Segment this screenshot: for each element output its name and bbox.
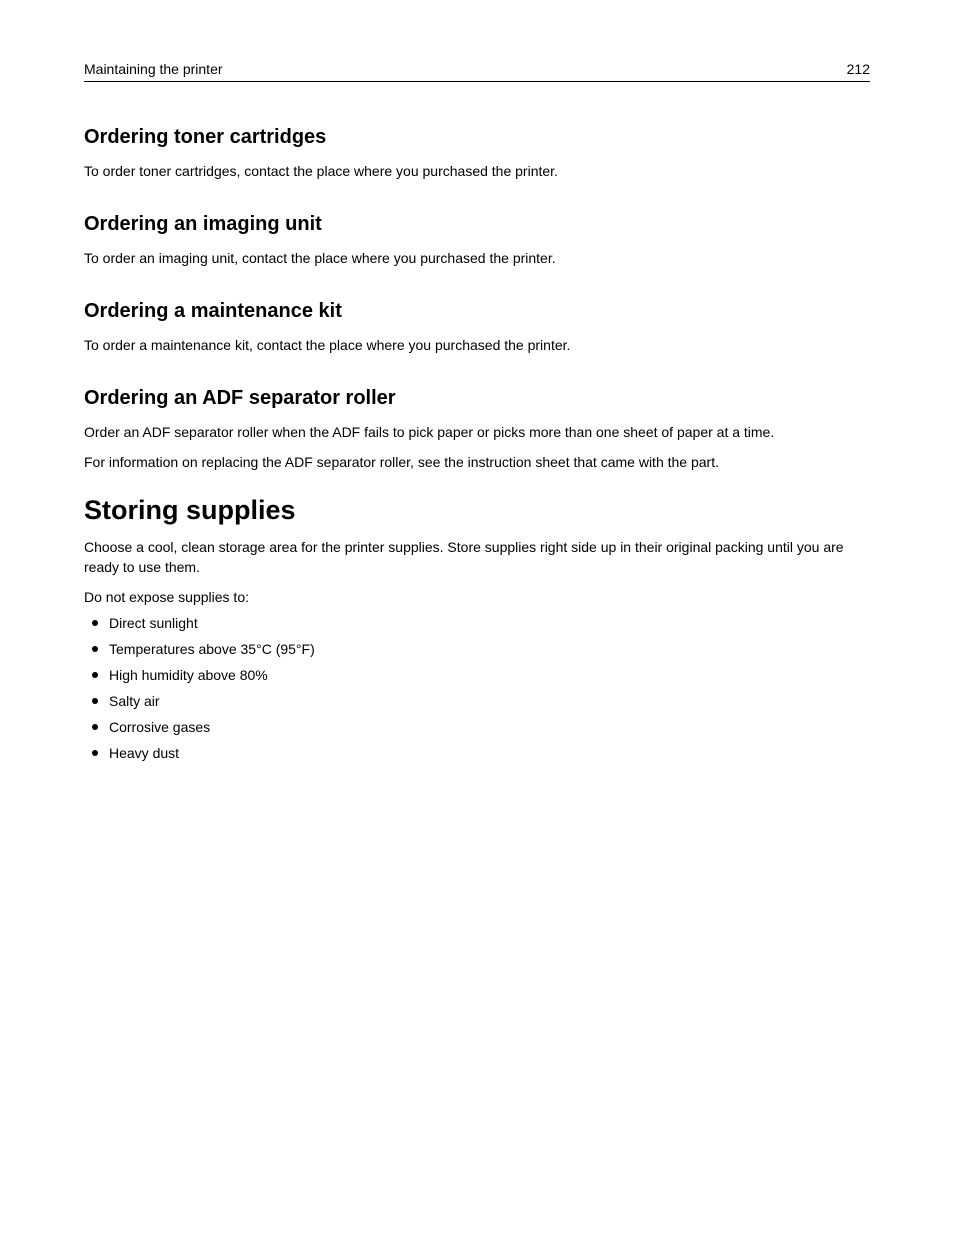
list-item — [84, 691, 870, 711]
page-content — [84, 124, 870, 769]
section-paragraph: For information on replacing the ADF separator roller, see the instruction sheet that came with the part. — [84, 454, 719, 470]
storing-title: Storing supplies — [84, 495, 296, 525]
bullet-icon — [92, 698, 98, 704]
list-item — [84, 717, 870, 737]
section-imaging-unit — [84, 211, 870, 268]
list-item-text: Direct sunlight — [109, 615, 198, 631]
section-paragraph: Order an ADF separator roller when the ADF fails to pick paper or picks more than one sheet of paper at a time. — [84, 424, 775, 440]
bullet-icon — [92, 750, 98, 756]
section-paragraph: To order an imaging unit, contact the place where you purchased the printer. — [84, 250, 556, 266]
list-item — [84, 613, 870, 633]
section-paragraph: To order toner cartridges, contact the place where you purchased the printer. — [84, 163, 558, 179]
section-toner — [84, 124, 870, 181]
section-adf-roller — [84, 385, 870, 472]
bullet-icon — [92, 620, 98, 626]
header-section-title: Maintaining the printer — [84, 61, 223, 77]
bullet-icon — [92, 672, 98, 678]
page-header — [84, 61, 870, 82]
bullet-icon — [92, 724, 98, 730]
list-item-text: Salty air — [109, 693, 160, 709]
section-heading: Ordering a maintenance kit — [84, 300, 342, 322]
section-maintenance-kit — [84, 298, 870, 355]
list-item — [84, 639, 870, 659]
section-heading: Ordering toner cartridges — [84, 126, 327, 148]
list-item — [84, 743, 870, 763]
header-page-number: 212 — [846, 61, 870, 77]
list-item-text: Corrosive gases — [109, 719, 211, 735]
list-item-text: High humidity above 80% — [109, 667, 268, 683]
section-paragraph: To order a maintenance kit, contact the place where you purchased the printer. — [84, 337, 571, 353]
section-heading: Ordering an imaging unit — [84, 213, 322, 235]
section-heading: Ordering an ADF separator roller — [84, 387, 396, 409]
storing-intro: Choose a cool, clean storage area for the printer supplies. Store supplies right side up in their original packing until you are ready to use them. — [84, 539, 844, 575]
section-storing-supplies — [84, 492, 870, 763]
list-item-text: Temperatures above 35°C (95°F) — [109, 641, 315, 657]
list-item — [84, 665, 870, 685]
storing-list — [84, 613, 870, 763]
list-item-text: Heavy dust — [109, 745, 180, 761]
storing-lead: Do not expose supplies to: — [84, 589, 249, 605]
bullet-icon — [92, 646, 98, 652]
